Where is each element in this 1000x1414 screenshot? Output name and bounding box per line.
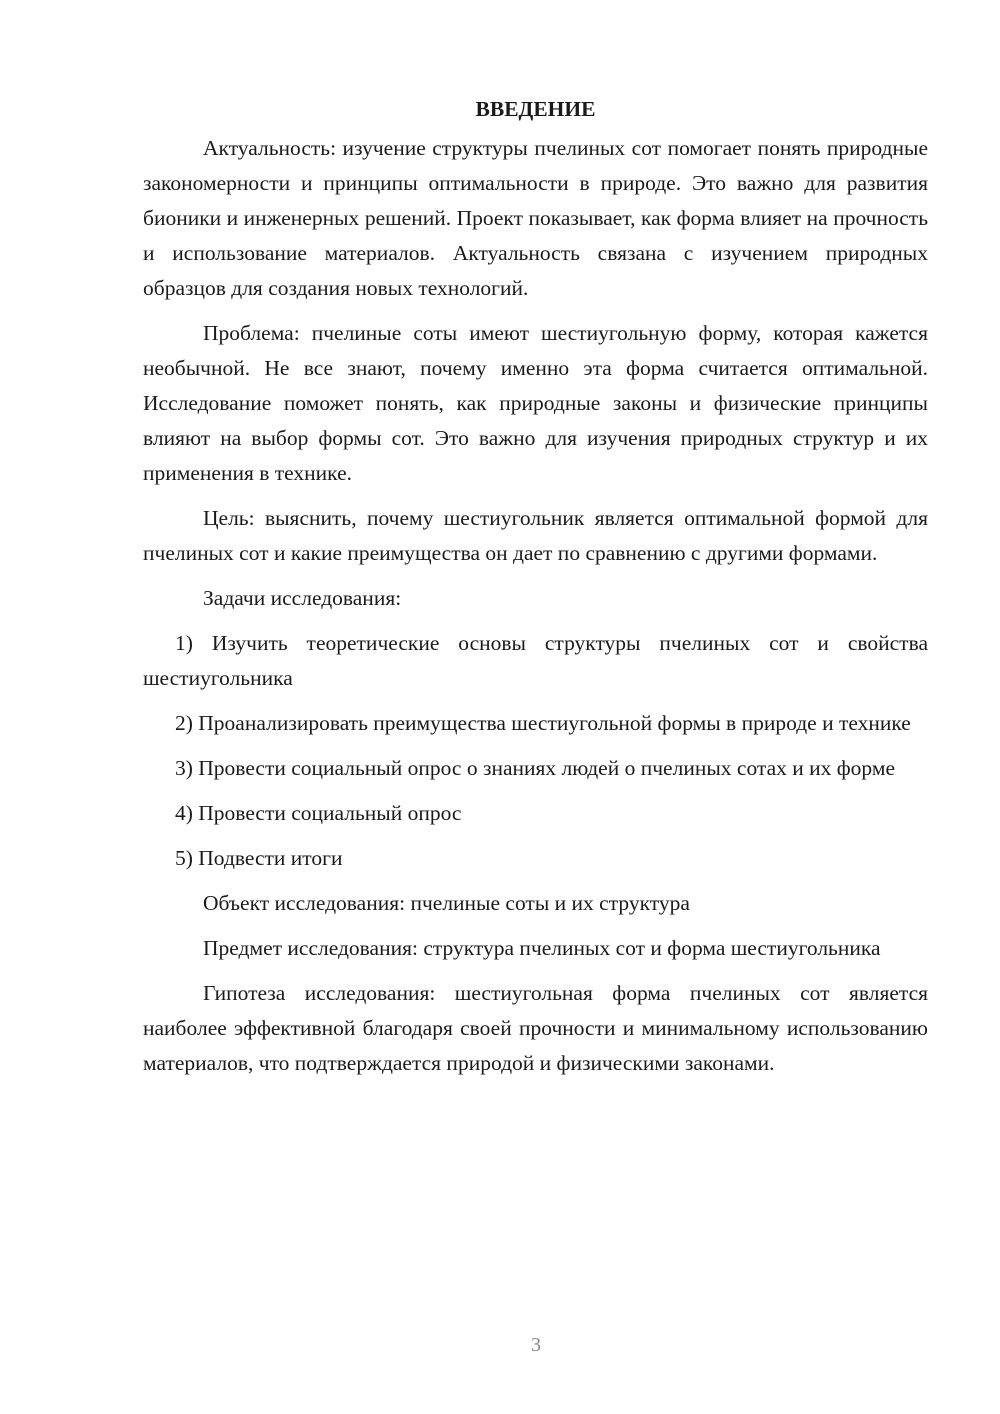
- paragraph-problem: Проблема: пчелиные соты имеют шестиугольную форму, которая кажется необычной. Не все знают, почему именно эта форма считается оптимальной. Исследование поможет понять, как природные законы и физические принципы влияют на выбор формы сот. Это важно для изучения природных структур и их применения в технике.: [143, 321, 928, 485]
- paragraph-subject: Предмет исследования: структура пчелиных сот и форма шестиугольника: [203, 936, 881, 960]
- paragraph-object: Объект исследования: пчелиные соты и их структура: [203, 891, 690, 915]
- paragraph-goal: Цель: выяснить, почему шестиугольник является оптимальной формой для пчелиных сот и какие преимущества он дает по сравнению с другими формами.: [143, 506, 928, 565]
- document-page: [143, 92, 928, 1091]
- section-title: ВВЕДЕНИЕ: [475, 97, 596, 121]
- list-item: 5) Подвести итоги: [175, 846, 343, 870]
- page-number: 3: [531, 1334, 541, 1356]
- list-item: 3) Провести социальный опрос о знаниях людей о пчелиных сотах и их форме: [175, 756, 895, 780]
- tasks-heading: Задачи исследования:: [203, 586, 402, 610]
- tasks-list: [143, 626, 928, 876]
- list-item: 1) Изучить теоретические основы структуры пчелиных сот и свойства шестиугольника: [143, 631, 928, 690]
- paragraph-hypothesis: Гипотеза исследования: шестиугольная форма пчелиных сот является наиболее эффективной благодаря своей прочности и минимальному использованию материалов, что подтверждается природой и физическими законами.: [143, 981, 928, 1075]
- list-item: 2) Проанализировать преимущества шестиугольной формы в природе и технике: [175, 711, 911, 735]
- list-item: 4) Провести социальный опрос: [175, 801, 462, 825]
- paragraph-relevance: Актуальность: изучение структуры пчелиных сот помогает понять природные закономерности и принципы оптимальности в природе. Это важно для развития бионики и инженерных решений. Проект показывает, как форма влияет на прочность и использование материалов. Актуальность связана с изучением природных образцов для создания новых технологий.: [143, 136, 928, 300]
